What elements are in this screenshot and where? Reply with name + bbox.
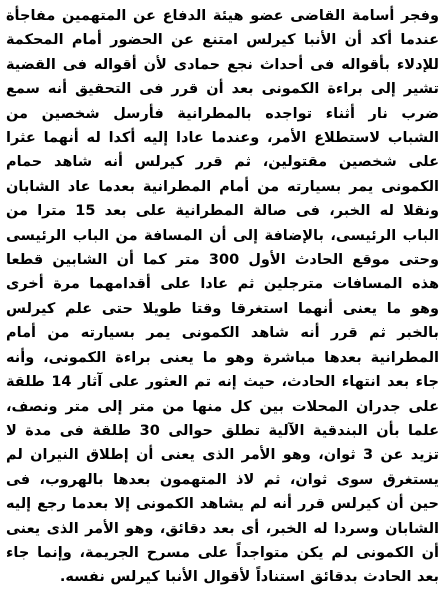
article-paragraph: وفجر أسامة القاضى عضو هيئة الدفاع عن المتهمين مفاجأة عندما أكد أن الأنبا كيرلس امتنع عن الحضور أمام المحكمة للإدلاء بأقواله فى أحداث نجع حمادى لأن أقواله فى القضية تشير إلى براءة الكمونى بعد أن قرر فى التحقيق أنه سمع ضرب نار أثناء تواجده بالمطرانية فأرسل شخصين من الشباب لاستطلاع الأمر، وعندما عادا إليه أكدا له أنهما عثرا على شخصين مقتولين، ثم قرر كيرلس أنه شاهد حمام الكمونى يمر بسيارته من أمام المطرانية بعدما عاد الشابان ونقلا له الخبر، فى صالة المطرانية على بعد 15 مترا من الباب الرئيسى، بالإضافة إلى أن المسافة من الباب الرئيسى وحتى موقع الحادث الأول 300 متر كما أن الشابين قطعا هذه المسافات مترجلين ثم عادا على أقدامهما مرة أخرى وهو ما يعنى أنهما استغرقا وقتا طويلا حتى علم كيرلس بالخبر ثم قرر أنه شاهد الكمونى يمر بسيارته من أمام المطرانية بعدها مباشرة وهو ما يعنى براءة الكمونى، وأنه جاء بعد انتهاء الحادث، حيث إنه تم العثور على آثار 14 طلقة على جدران المحلات بين كل منها من متر إلى متر ونصف، علما بأن البندقية الآلية تطلق حوالى 30 طلقة فى مدة لا تزيد عن 3 ثوان، وهو الأمر الذى يعنى أن إطلاق النيران لم يستغرق سوى ثوان، ثم لاذ المتهمون بعدها بالهروب، فى حين أن كيرلس قرر أنه لم يشاهد الكمونى إلا بعدما رجع إليه الشابان وسردا له الخبر، أى بعد دقائق، وهو الأمر الذى يعنى أن الكمونى لم يكن متواجداً على مسرح الجريمة، وإنما جاء بعد الحادث بدقائق استناداً لأقوال الأنبا كيرلس نفسه. xyxy=(6,8,439,586)
